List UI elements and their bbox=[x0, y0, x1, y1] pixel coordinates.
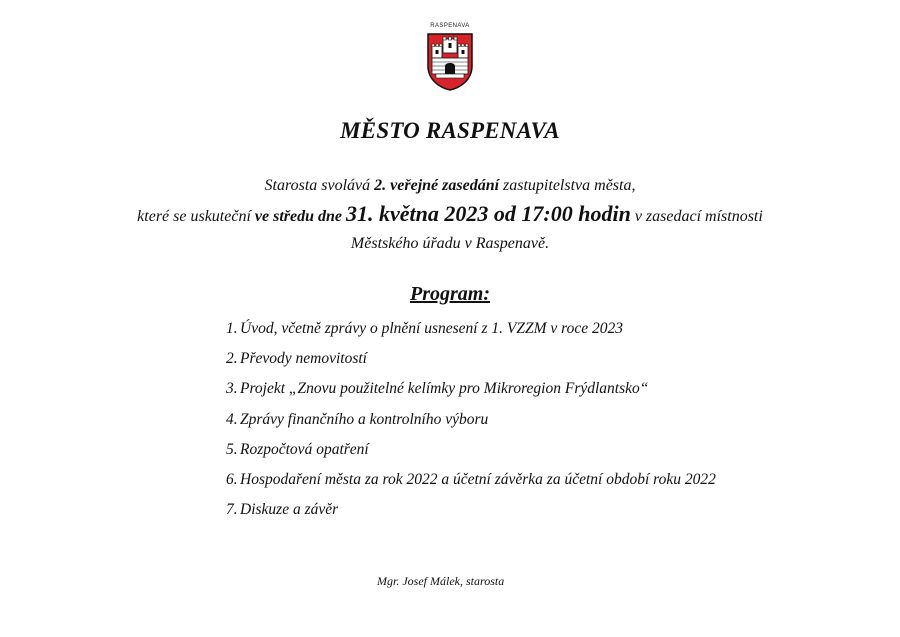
announcement-text: které se uskuteční bbox=[137, 208, 255, 225]
agenda-item-text: Zprávy finančního a kontrolního výboru bbox=[240, 410, 489, 428]
announcement-text: v zasedací místnosti bbox=[630, 208, 763, 225]
agenda-list bbox=[226, 319, 716, 530]
agenda-item-number: 7. bbox=[226, 501, 238, 519]
agenda-item-text: Úvod, včetně zprávy o plnění usnesení z 1. VZZM v roce 2023 bbox=[240, 320, 623, 337]
agenda-item-text: Převody nemovitostí bbox=[240, 350, 367, 368]
agenda-item-text: Rozpočtová opatření bbox=[240, 440, 369, 458]
announcement-line-3: Městského úřadu v Raspenavě. bbox=[350, 235, 550, 252]
agenda-item-number: 3. bbox=[226, 380, 238, 398]
meeting-number: 2. veřejné zasedání bbox=[374, 177, 500, 194]
page-title: MĚSTO RASPENAVA bbox=[340, 118, 560, 143]
agenda-item-text: Hospodaření města za rok 2022 a účetní závěrka za účetní období roku 2022 bbox=[240, 470, 716, 488]
agenda-item bbox=[226, 500, 716, 530]
signature: Mgr. Josef Málek, starosta bbox=[377, 574, 505, 588]
agenda-item bbox=[226, 440, 716, 470]
meeting-day: ve středu dne bbox=[254, 208, 347, 225]
announcement-line-1 bbox=[0, 177, 900, 195]
agenda-item-number: 5. bbox=[226, 440, 238, 458]
agenda-item-text: Diskuze a závěr bbox=[240, 501, 339, 519]
crest-caption: RASPENAVA bbox=[430, 23, 470, 29]
agenda-item-text: Projekt „Znovu použitelné kelímky pro Mikroregion Frýdlantsko“ bbox=[240, 380, 649, 398]
agenda-item bbox=[226, 319, 716, 349]
agenda-item bbox=[226, 470, 716, 500]
agenda-item-number: 2. bbox=[226, 350, 238, 368]
agenda-item bbox=[226, 410, 716, 440]
coat-of-arms-icon bbox=[426, 32, 474, 92]
announcement-text: zastupitelstva města, bbox=[499, 177, 636, 194]
announcement-line-2 bbox=[0, 201, 900, 227]
announcement-text: Starosta svolává bbox=[264, 177, 375, 194]
agenda-item-number: 4. bbox=[226, 410, 238, 428]
meeting-date-time: 31. května 2023 od 17:00 hodin bbox=[346, 201, 631, 226]
agenda-item bbox=[226, 379, 716, 409]
agenda-item-number: 1. bbox=[226, 320, 238, 337]
city-crest bbox=[417, 22, 483, 92]
agenda-item bbox=[226, 349, 716, 379]
program-heading: Program: bbox=[410, 283, 490, 305]
agenda-item-number: 6. bbox=[226, 470, 238, 488]
